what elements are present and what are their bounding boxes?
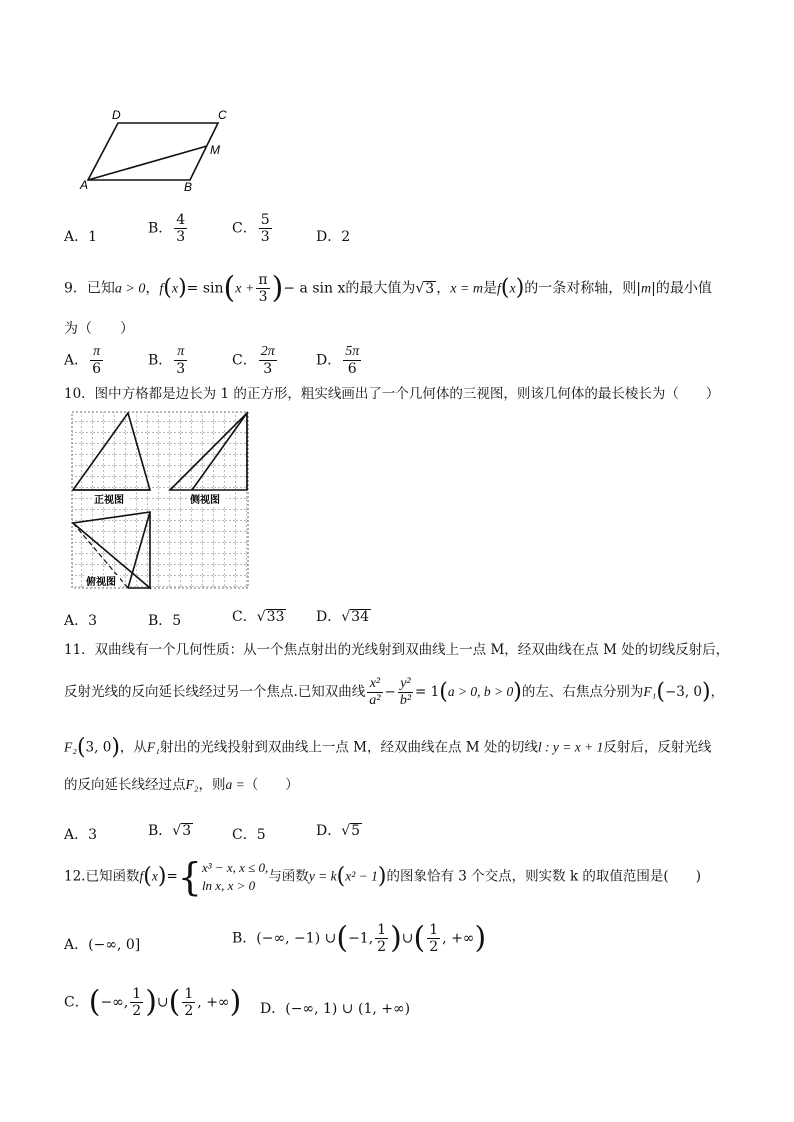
q9-option-a[interactable]: A． $\frac{\pi}{6}$ (64, 344, 102, 378)
q12-option-b[interactable]: B．(−∞, −1) ∪(−1, $\frac{1}{2}$ )∪( $\frac{1}{2}$ , +∞) (232, 920, 487, 956)
q10-text: 10．图中方格都是边长为 1 的正方形，粗实线画出了一个几何体的三视图，则该几何体的最长棱长为（ ） (64, 386, 720, 402)
q12-option-d[interactable]: D．(−∞, 1) ∪ (1, +∞) (260, 1001, 411, 1017)
q8-option-b-frac: $\frac{4}{3}$ (176, 212, 186, 246)
q8-option-c[interactable] (232, 212, 274, 245)
q8-option-b[interactable] (148, 212, 189, 245)
q11-option-c[interactable]: C．5 (232, 827, 266, 843)
top-view-label: 俯视图 (86, 577, 116, 588)
q11-option-d[interactable]: D．√5 (316, 823, 361, 839)
side-view-label: 侧视图 (190, 495, 220, 506)
q11-line1: 11．双曲线有一个几何性质：从一个焦点射出的光线射到双曲线上一点 M，经双曲线在点 M 处的切线反射后， (64, 642, 730, 658)
q9-line1: 9．已知a > 0，f(x)= sin(x + $\frac{\pi}{3}$ )− a sin x的最大值为√3 ，x = m是f(x)的一条对称轴，则|m|的最小值 (64, 270, 712, 306)
q8-option-c-frac: $\frac{5}{3}$ (260, 212, 270, 246)
q10-option-d[interactable]: D．√34 (316, 609, 369, 625)
q9-option-c[interactable]: C． $\frac{2\pi}{3}$ (232, 344, 275, 378)
label-b: B (184, 180, 193, 194)
label-a: A (80, 178, 89, 192)
parallelogram-figure (60, 100, 250, 200)
q8-option-d[interactable]: D．2 (316, 229, 351, 245)
q8-option-c-prefix: C． (232, 220, 257, 237)
q12-option-a[interactable]: A．(−∞, 0] (64, 937, 141, 953)
q10-option-b[interactable]: B．5 (148, 613, 182, 629)
q10-option-a[interactable]: A．3 (64, 613, 98, 629)
q11-option-b[interactable]: B．√3 (148, 823, 192, 839)
label-d: D (112, 108, 121, 122)
q12-option-c[interactable]: C．(−∞, $\frac{1}{2}$ )∪( $\frac{1}{2}$ , +∞) (64, 984, 242, 1020)
label-c: C (218, 108, 227, 122)
label-m: M (210, 143, 220, 157)
q9-option-d[interactable]: D． $\frac{5\pi}{6}$ (316, 344, 360, 378)
q8-option-a[interactable]: A．1 (64, 229, 98, 245)
front-view-label: 正视图 (94, 495, 124, 506)
q11-line2: 反射光线的反向延长线经过另一个焦点.已知双曲线 $\frac{\text{x²}}{\text{a²}}$ − $\frac{\text{y²}}{\text{b²}}$ = 1(a > 0, b > 0)的左、右焦点分别为F₁(−3, 0)， (64, 676, 725, 709)
q9-line2: 为（ ） (64, 321, 134, 337)
q11-line3: F₂(3, 0)，从F₁射出的光线投射到双曲线上一点 M，经双曲线在点 M 处的切线l : y = x + 1反射后，反射光线 (64, 735, 712, 760)
q12-line: 12.已知函数f(x)={ x³ − x, x ≤ 0, ln x, x > 0 与函数y = k(x² − 1)的图象恰有 3 个交点，则实数 k 的取值范围是( ) (64, 855, 701, 899)
q11-line4: 的反向延长线经过点F₂，则a =（ ） (64, 777, 299, 793)
q9-option-b[interactable]: B． $\frac{\pi}{3}$ (148, 344, 186, 378)
q11-option-a[interactable]: A．3 (64, 827, 98, 843)
three-view-figure (70, 410, 252, 592)
q8-option-b-prefix: B． (148, 220, 173, 237)
q10-option-c[interactable]: C．√33 (232, 609, 285, 625)
